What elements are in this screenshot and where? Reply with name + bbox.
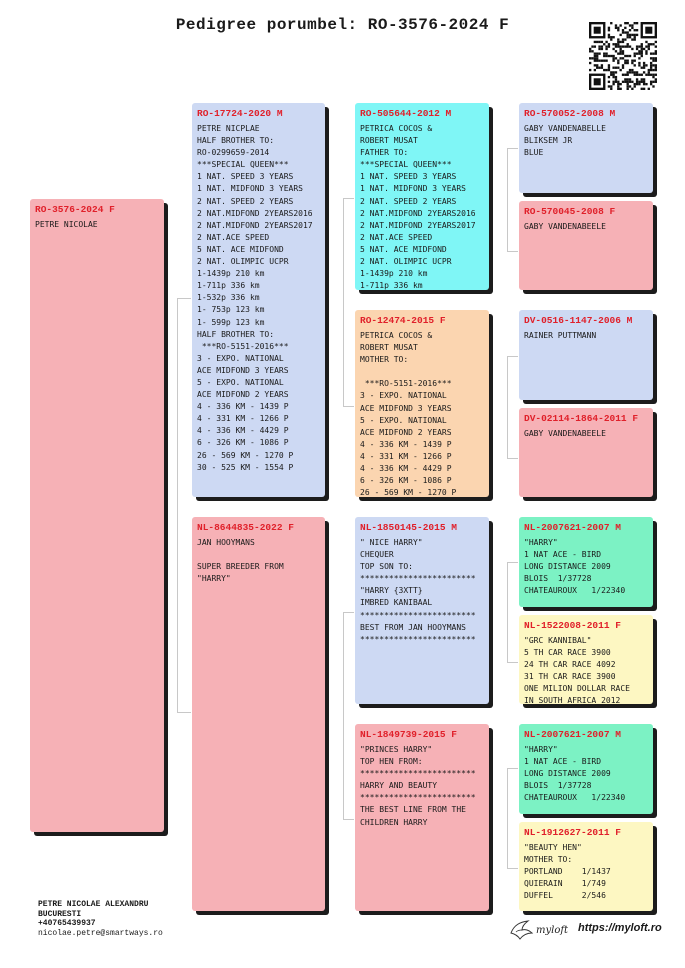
ring-number: NL-1912627-2011 F [524,827,621,838]
card-details: PETRE NICOLAE [35,220,98,229]
card-details: "HARRY" 1 NAT ACE - BIRD LONG DISTANCE 2009 BLOIS 1/37728 CHATEAUROUX 1/22340 [524,745,626,803]
card-details: GABY VANDENABEELE [524,429,606,438]
owner-email[interactable]: nicolae.petre@smartways.ro [38,928,163,938]
connector-line [507,356,508,458]
ancestor-card[interactable] [519,408,653,497]
connector-line [177,712,191,713]
connector-line [507,251,518,252]
connector-line [343,819,354,820]
website-link[interactable]: https://myloft.ro [578,922,662,934]
card-details: PETRICA COCOS & ROBERT MUSAT FATHER TO: ***SPECIAL QUEEN*** 1 NAT. SPEED 3 YEARS 1 NAT. MIDFOND 3 YEARS 2 NAT. SPEED 2 YEARS 2 NAT.MIDFOND 2YEARS2016 2 NAT.MIDFOND 2YEARS2017 2 NAT.ACE SPEED 5 NAT. ACE MIDFOND 2 NAT. OLIMPIC UCPR 1-1439p 210 km 1-711p 336 km [360,124,476,290]
connector-line [343,612,354,613]
card-details: PETRICA COCOS & ROBERT MUSAT MOTHER TO: ***RO-5151-2016*** 3 - EXPO. NATIONAL ACE MIDFOND 3 YEARS 5 - EXPO. NATIONAL ACE MIDFOND 2 YEARS 4 - 336 KM - 1439 P 4 - 331 KM - 1266 P 4 - 336 KM - 4429 P 6 - 326 KM - 1086 P 26 - 569 KM - 1270 P [360,331,457,497]
ring-number: NL-1850145-2015 M [360,522,457,533]
qr-code[interactable] [589,22,657,90]
ring-number: NL-2007621-2007 M [524,729,621,740]
card-details: JAN HOOYMANS SUPER BREEDER FROM "HARRY" [197,538,284,584]
connector-line [177,298,191,299]
ring-number: RO-12474-2015 F [360,315,446,326]
card-details: "BEAUTY HEN" MOTHER TO: PORTLAND 1/1437 QUIERAIN 1/749 DUFFEL 2/546 [524,843,611,901]
card-details: PETRE NICPLAE HALF BROTHER TO: RO-0299659-2014 ***SPECIAL QUEEN*** 1 NAT. SPEED 3 YEARS 1 NAT. MIDFOND 3 YEARS 2 NAT. SPEED 2 YEARS 2 NAT.MIDFOND 2YEARS2016 2 NAT.MIDFOND 2YEARS2017 2 NAT.ACE SPEED 5 NAT. ACE MIDFOND 2 NAT. OLIMPIC UCPR 1-1439p 210 km 1-711p 336 km 1-532p 336 km 1- 753p 123 km 1- 599p 123 km HALF BROTHER TO: ***RO-5151-2016*** 3 - EXPO. NATIONAL ACE MIDFOND 3 YEARS 5 - EXPO. NATIONAL ACE MIDFOND 2 YEARS 4 - 336 KM - 1439 P 4 - 331 KM - 1266 P 4 - 336 KM - 4429 P 6 - 326 KM - 1086 P 26 - 569 KM - 1270 P 30 - 525 KM - 1554 P [197,124,313,472]
connector-line [343,612,344,819]
connector-line [343,406,354,407]
dam-dam-card[interactable] [355,724,489,911]
ring-number: RO-505644-2012 M [360,108,452,119]
dam-sire-card[interactable] [355,517,489,704]
card-details: "PRINCES HARRY" TOP HEN FROM: ************************ HARRY AND BEAUTY ************************ THE BEST LINE FROM THE CHILDREN HARRY [360,745,476,827]
pigeon-icon [508,919,534,941]
connector-line [507,562,508,662]
ring-number: RO-570045-2008 F [524,206,616,217]
connector-line [343,198,344,406]
connector-line [343,198,354,199]
page-title: Pedigree porumbel: RO-3576-2024 F [175,16,510,34]
card-details: "GRC KANNIBAL" 5 TH CAR RACE 3900 24 TH CAR RACE 4092 31 TH CAR RACE 3900 ONE MILION DOLLAR RACE IN SOUTH AFRICA 2012 [524,636,630,704]
logo-text: myloft [536,924,569,936]
owner-contact [38,900,163,938]
sire-card[interactable] [192,103,325,497]
connector-line [507,562,518,563]
ring-number: DV-0516-1147-2006 M [524,315,633,326]
connector-line [507,148,508,251]
ring-number: NL-2007621-2007 M [524,522,621,533]
ring-number: RO-17724-2020 M [197,108,283,119]
card-details: GABY VANDENABELLE BLIKSEM JR BLUE [524,124,606,158]
card-details: GABY VANDENABEELE [524,222,606,231]
ring-number: NL-1849739-2015 F [360,729,457,740]
connector-line [177,298,178,712]
ring-number: NL-8644835-2022 F [197,522,294,533]
sire-sire-card[interactable] [355,103,489,290]
owner-name: PETRE NICOLAE ALEXANDRU [38,900,149,909]
ancestor-card[interactable] [519,615,653,704]
owner-city: BUCURESTI [38,909,82,919]
ring-number: NL-1522008-2011 F [524,620,621,631]
subject-card[interactable] [30,199,164,832]
owner-phone: +40765439937 [38,919,96,929]
ring-number: RO-3576-2024 F [35,204,115,215]
connector-line [507,356,518,357]
connector-line [507,458,518,459]
ring-number: DV-02114-1864-2011 F [524,413,639,424]
ancestor-card[interactable] [519,201,653,290]
myloft-logo[interactable] [508,918,568,942]
card-details: "HARRY" 1 NAT ACE - BIRD LONG DISTANCE 2009 BLOIS 1/37728 CHATEAUROUX 1/22340 [524,538,626,596]
connector-line [507,662,518,663]
ancestor-card[interactable] [519,822,653,911]
ancestor-card[interactable] [519,310,653,400]
card-details: " NICE HARRY" CHEQUER TOP SON TO: ************************ "HARRY {3XTT} IMBRED KANIBAAL ************************ BEST FROM JAN HOOYMANS ************************ [360,538,476,644]
connector-line [507,148,518,149]
card-details: RAINER PUTTMANN [524,331,597,340]
connector-line [507,768,508,868]
sire-dam-card[interactable] [355,310,489,497]
ancestor-card[interactable] [519,724,653,814]
connector-line [507,868,518,869]
ancestor-card[interactable] [519,517,653,607]
connector-line [507,768,518,769]
ring-number: RO-570052-2008 M [524,108,616,119]
dam-card[interactable] [192,517,325,911]
ancestor-card[interactable] [519,103,653,193]
